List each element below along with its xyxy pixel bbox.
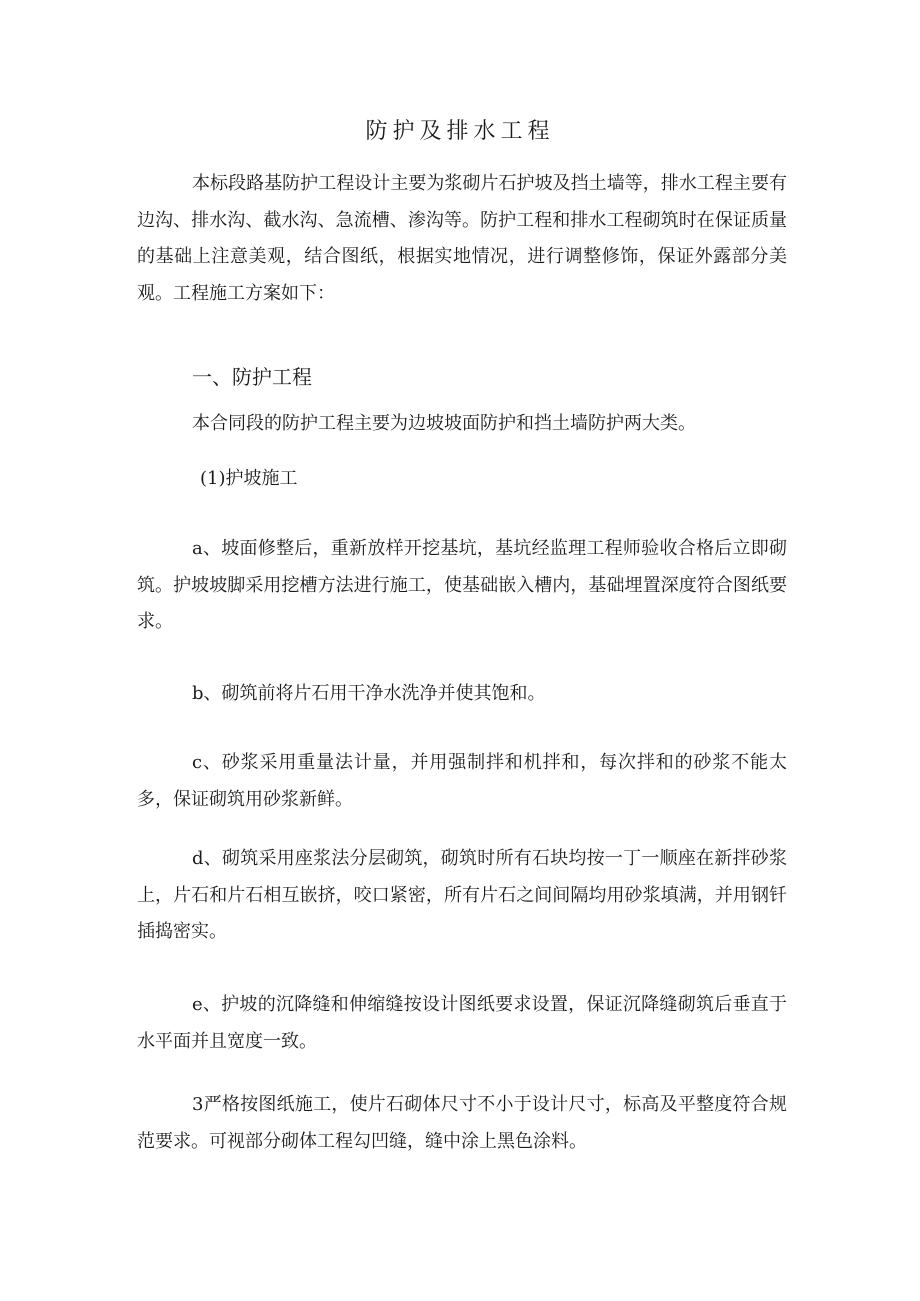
section-heading-protection: 一、防护工程	[192, 365, 312, 389]
item-3-paragraph: 3严格按图纸施工，使片石砌体尺寸不小于设计尺寸，标高及平整度符合规范要求。可视部分砌体工程勾凹缝，缝中涂上黑色涂料。	[137, 1094, 787, 1152]
item-b-paragraph: b、砌筑前将片石用干净水洗净并使其饱和。	[192, 683, 546, 704]
item-e-paragraph: e、护坡的沉降缝和伸缩缝按设计图纸要求设置，保证沉降缝砌筑后垂直于水平面并且宽度一致。	[137, 994, 787, 1052]
item-c-paragraph: c、砂浆采用重量法计量，并用强制拌和机拌和，每次拌和的砂浆不能太多，保证砌筑用砂浆新鲜。	[137, 752, 787, 810]
intro-paragraph: 本标段路基防护工程设计主要为浆砌片石护坡及挡土墙等，排水工程主要有边沟、排水沟、截水沟、急流槽、渗沟等。防护工程和排水工程砌筑时在保证质量的基础上注意美观，结合图纸，根据实地情况，进行调整修饰，保证外露部分美观。工程施工方案如下：	[137, 173, 787, 304]
item-d-paragraph: d、砌筑采用座浆法分层砌筑，砌筑时所有石块均按一丁一顺座在新拌砂浆上，片石和片石相互嵌挤，咬口紧密，所有片石之间间隔均用砂浆填满，并用钢钎插捣密实。	[137, 848, 787, 942]
document-title: 防护及排水工程	[365, 119, 555, 144]
subsection-heading-slope: (1)护坡施工	[200, 468, 298, 489]
item-a-paragraph: a、坡面修整后，重新放样开挖基坑，基坑经监理工程师验收合格后立即砌筑。护坡坡脚采用挖槽方法进行施工，使基础嵌入槽内，基础埋置深度符合图纸要求。	[137, 538, 787, 632]
section-intro-paragraph: 本合同段的防护工程主要为边坡坡面防护和挡土墙防护两大类。	[192, 413, 696, 434]
